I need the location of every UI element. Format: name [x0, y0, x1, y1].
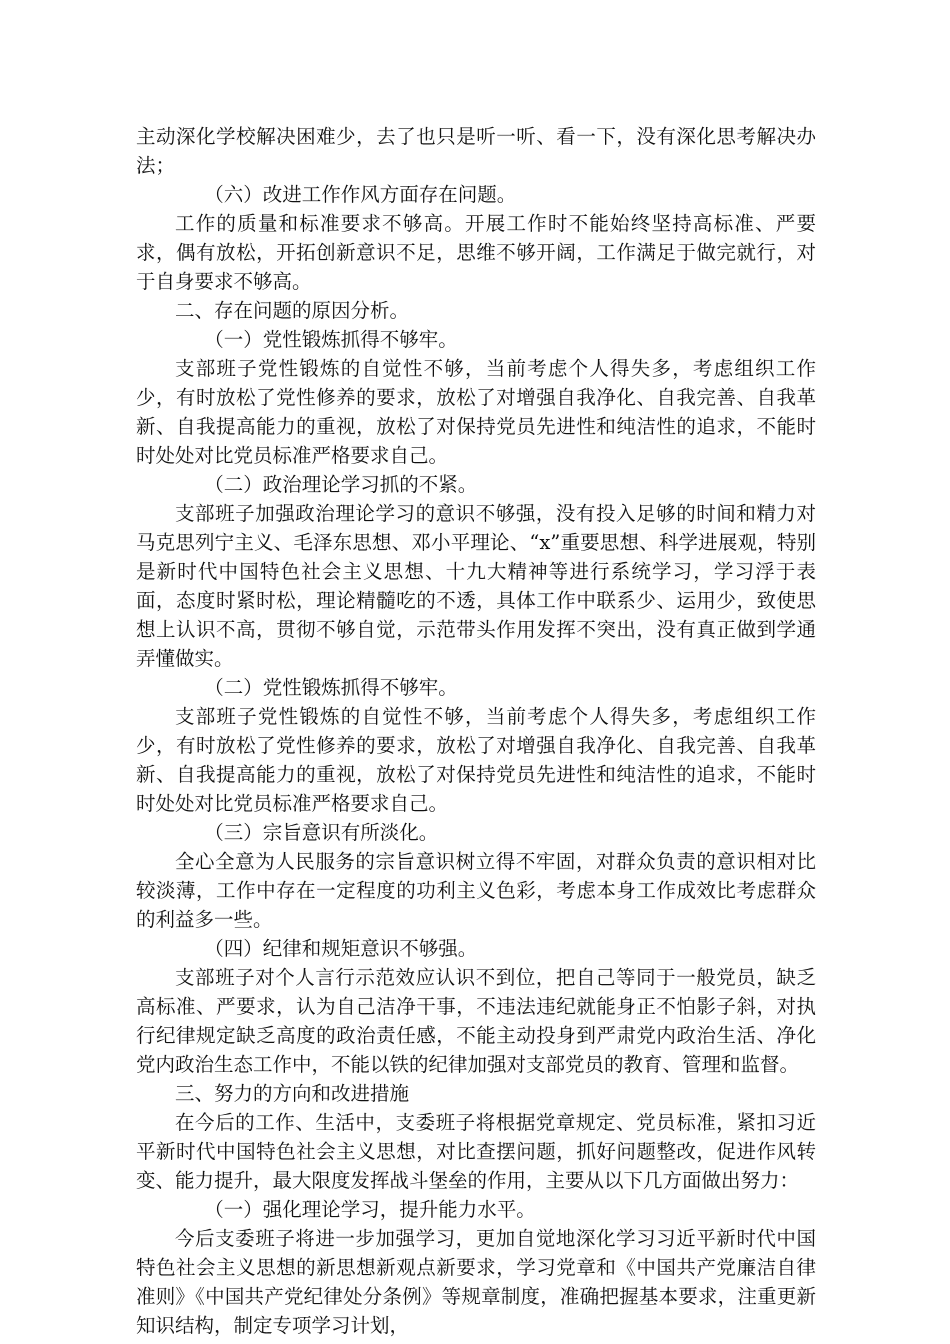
document-body	[136, 122, 816, 1340]
section-heading-improvement: 三、努力的方向和改进措施	[175, 1082, 410, 1105]
subheading-party-spirit-2: （二）党性锻炼抓得不够牢。	[204, 676, 458, 699]
paragraph-work-quality: 工作的质量和标准要求不够高。开展工作时不能始终坚持高标准、严要求，偶有放松，开拓创新意识不足，思维不够开阔，工作满足于做完就行，对于自身要求不够高。	[136, 212, 816, 293]
section-heading-cause-analysis: 二、存在问题的原因分析。	[175, 299, 410, 322]
paragraph-continuation: 主动深化学校解决困难少，去了也只是听一听、看一下，没有深化思考解决办法；	[136, 125, 816, 177]
subheading-theory-study: （一）强化理论学习，提升能力水平。	[204, 1198, 536, 1221]
subheading-discipline: （四）纪律和规矩意识不够强。	[204, 937, 478, 960]
paragraph-party-spirit-1: 支部班子党性锻炼的自觉性不够，当前考虑个人得失多，考虑组织工作少，有时放松了党性修养的要求，放松了对增强自我净化、自我完善、自我革新、自我提高能力的重视，放松了对保持党员先进性和纯洁性的追求，不能时时处处对比党员标准严格要求自己。	[136, 357, 816, 467]
paragraph-theory-study: 今后支委班子将进一步加强学习，更加自觉地深化学习习近平新时代中国特色社会主义思想的新思想新观点新要求，学习党章和《中国共产党廉洁自律准则》《中国共产党纪律处分条例》等规章制度，准确把握基本要求，注重更新知识结构，制定专项学习计划，	[136, 1227, 816, 1337]
paragraph-purpose-awareness: 全心全意为人民服务的宗旨意识树立得不牢固，对群众负责的意识相对比较淡薄，工作中存在一定程度的功利主义色彩，考虑本身工作成效比考虑群众的利益多一些。	[136, 850, 816, 931]
paragraph-political-theory: 支部班子加强政治理论学习的意识不够强，没有投入足够的时间和精力对马克思列宁主义、毛泽东思想、邓小平理论、“x”重要思想、科学进展观，特别是新时代中国特色社会主义思想、十九大精神等进行系统学习，学习浮于表面，态度时紧时松，理论精髓吃的不透，具体工作中联系少、运用少，致使思想上认识不高，贯彻不够自觉，示范带头作用发挥不突出，没有真正做到学通弄懂做实。	[136, 502, 816, 670]
subheading-political-theory: （二）政治理论学习抓的不紧。	[204, 473, 478, 496]
paragraph-discipline: 支部班子对个人言行示范效应认识不到位，把自己等同于一般党员，缺乏高标准、严要求，认为自己洁净干事，不违法违纪就能身正不怕影子斜，对执行纪律规定缺乏高度的政治责任感，不能主动投身到严肃党内政治生活、净化党内政治生态工作中，不能以铁的纪律加强对支部党员的教育、管理和监督。	[136, 966, 816, 1076]
paragraph-party-spirit-2: 支部班子党性锻炼的自觉性不够，当前考虑个人得失多，考虑组织工作少，有时放松了党性修养的要求，放松了对增强自我净化、自我完善、自我革新、自我提高能力的重视，放松了对保持党员先进性和纯洁性的追求，不能时时处处对比党员标准严格要求自己。	[136, 705, 816, 815]
paragraph-improvement-intro: 在今后的工作、生活中，支委班子将根据党章规定、党员标准，紧扣习近平新时代中国特色社会主义思想，对比查摆问题，抓好问题整改，促进作风转变、能力提升，最大限度发挥战斗堡垒的作用，主要从以下几方面做出努力：	[136, 1111, 816, 1192]
subheading-party-spirit-1: （一）党性锻炼抓得不够牢。	[204, 328, 458, 351]
subheading-work-style: （六）改进工作作风方面存在问题。	[204, 183, 517, 206]
subheading-purpose-awareness: （三）宗旨意识有所淡化。	[204, 821, 439, 844]
